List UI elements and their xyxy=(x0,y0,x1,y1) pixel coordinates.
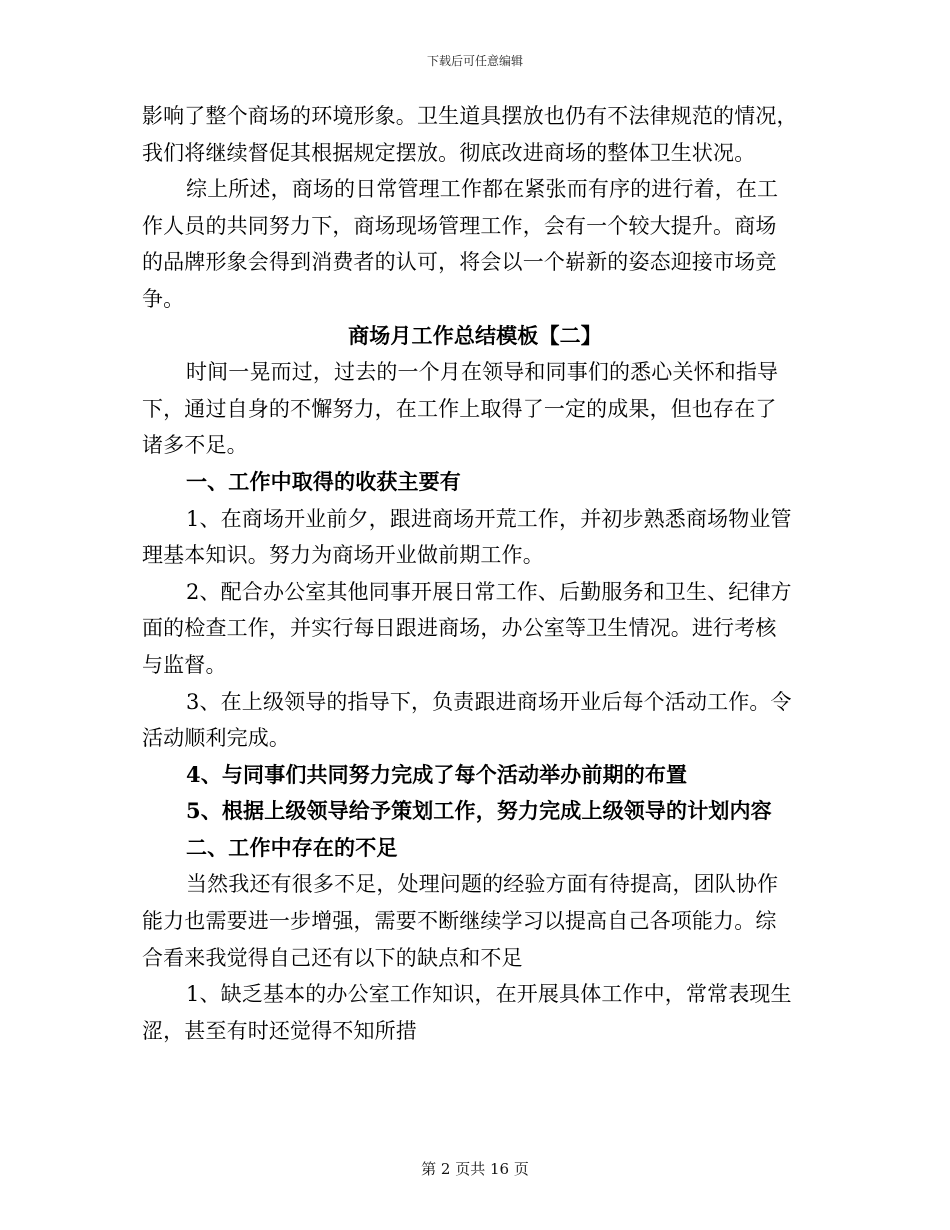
text-line: 理基本知识。努力为商场开业做前期工作。 xyxy=(142,543,544,568)
text-line: 争。 xyxy=(142,286,185,311)
text-line: 活动顺利完成。 xyxy=(142,726,291,751)
text-line: 1、在商场开业前夕，跟进商场开荒工作，并初步熟悉商场物业管 xyxy=(186,506,792,531)
heading-line: 4、与同事们共同努力完成了每个活动举办前期的布置 xyxy=(186,761,688,787)
section-title: 商场月工作总结模板【二】 xyxy=(348,322,602,348)
text-line: 下，通过自身的不懈努力，在工作上取得了一定的成果，但也存在了 xyxy=(142,396,777,421)
text-line: 综上所述，商场的日常管理工作都在紧张而有序的进行着，在工 xyxy=(186,177,779,202)
text-line: 面的检查工作，并实行每日跟进商场，办公室等卫生情况。进行考核 xyxy=(142,616,777,641)
text-line: 1、缺乏基本的办公室工作知识，在开展具体工作中，常常表现生 xyxy=(186,982,792,1007)
document-body xyxy=(142,98,808,1049)
heading-line: 二、工作中存在的不足 xyxy=(186,834,398,860)
text-line: 涩，甚至有时还觉得不知所措 xyxy=(142,1018,417,1043)
text-line: 3、在上级领导的指导下，负责跟进商场开业后每个活动工作。令 xyxy=(186,689,792,714)
text-line: 作人员的共同努力下，商场现场管理工作，会有一个较大提升。商场 xyxy=(142,213,777,238)
text-line: 我们将继续督促其根据规定摆放。彻底改进商场的整体卫生状况。 xyxy=(142,140,756,165)
text-line: 2、配合办公室其他同事开展日常工作、后勤服务和卫生、纪律方 xyxy=(186,579,792,604)
page-footer: 第 2 页共 16 页 xyxy=(421,1160,529,1178)
heading-line: 5、根据上级领导给予策划工作，努力完成上级领导的计划内容 xyxy=(186,798,772,824)
page-header: 下载后可任意编辑 xyxy=(426,54,523,68)
text-line: 能力也需要进一步增强，需要不断继续学习以提高自己各项能力。综 xyxy=(142,909,777,934)
text-line: 与监督。 xyxy=(142,652,227,677)
text-line: 诸多不足。 xyxy=(142,433,248,458)
text-line: 当然我还有很多不足，处理问题的经验方面有待提高，团队协作 xyxy=(186,872,779,897)
heading-line: 一、工作中取得的收获主要有 xyxy=(186,468,461,494)
text-line: 合看来我觉得自己还有以下的缺点和不足 xyxy=(142,945,523,970)
text-line: 影响了整个商场的环境形象。卫生道具摆放也仍有不法律规范的情况， xyxy=(142,104,798,128)
text-line: 时间一晃而过，过去的一个月在领导和同事们的悉心关怀和指导 xyxy=(186,360,779,385)
text-line: 的品牌形象会得到消费者的认可，将会以一个崭新的姿态迎接市场竞 xyxy=(142,250,777,275)
